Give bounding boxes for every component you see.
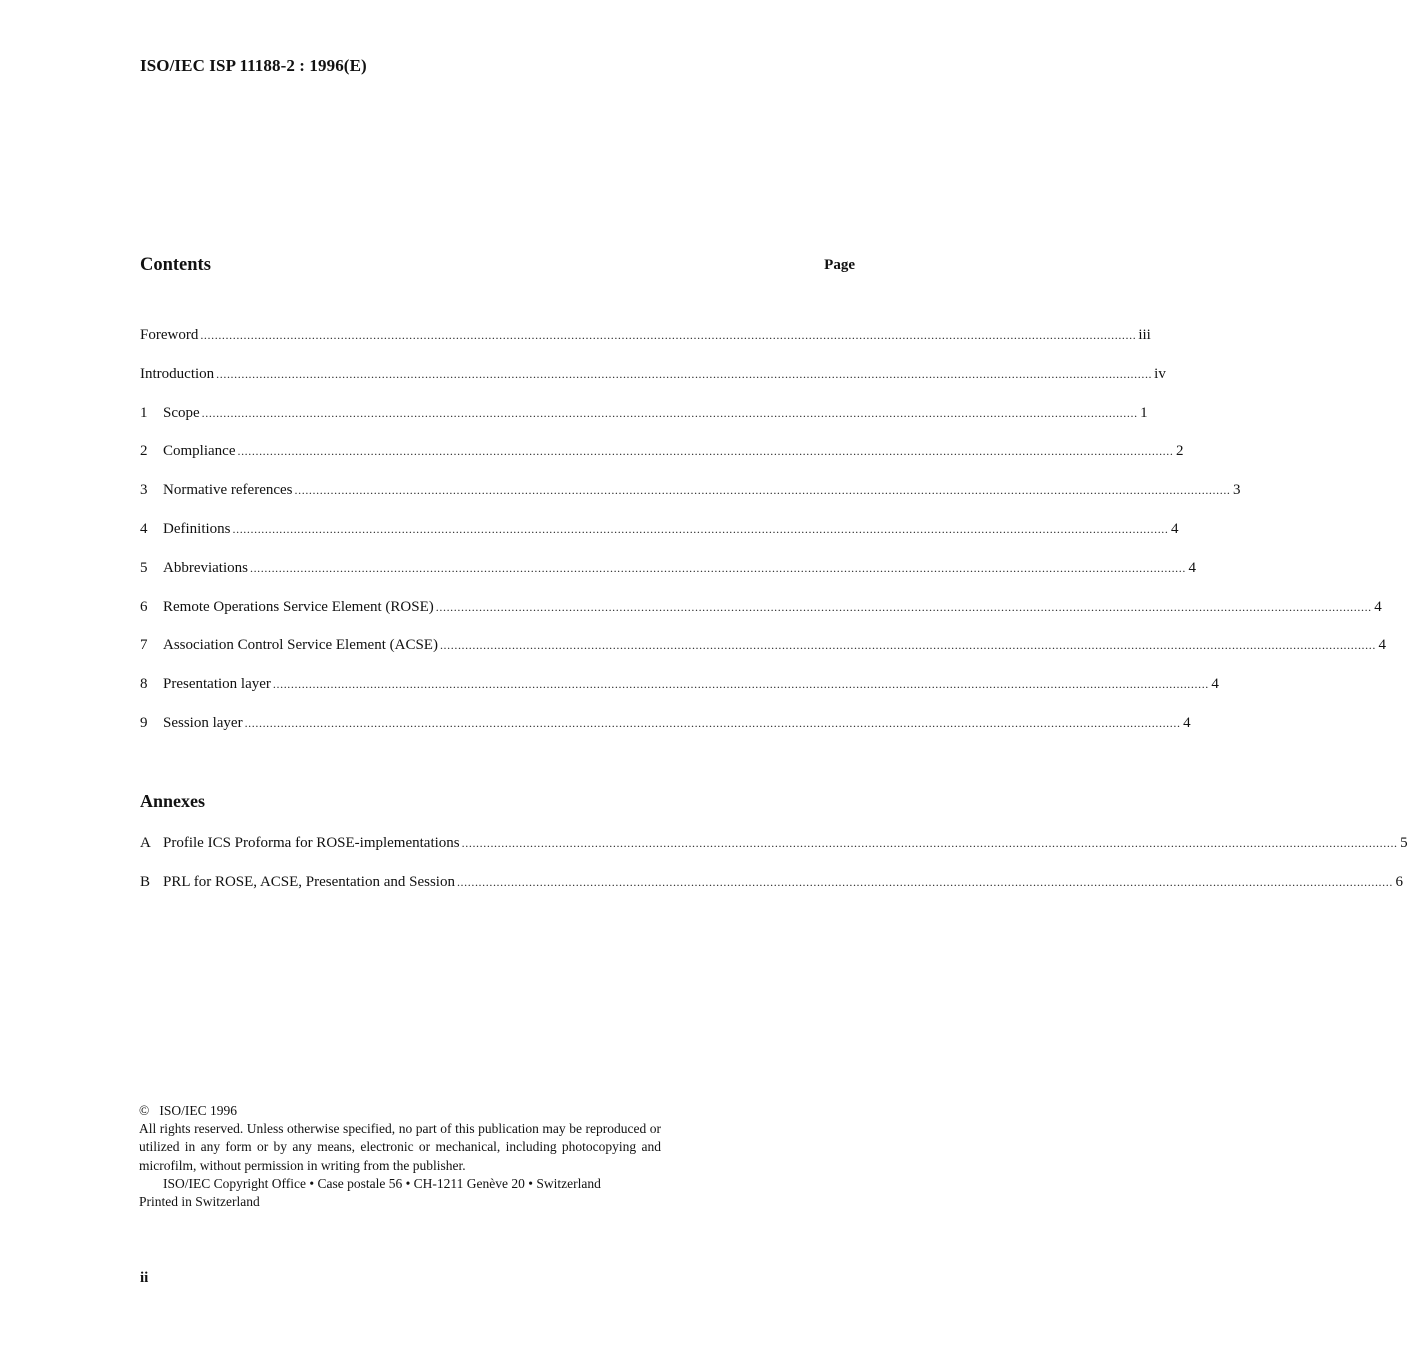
- toc-entry-page: 4: [1171, 520, 1179, 537]
- toc-entry-label: Remote Operations Service Element (ROSE): [163, 598, 434, 615]
- toc-entry-page: 4: [1188, 559, 1196, 576]
- annex-entry-b[interactable]: [140, 872, 1403, 911]
- contents-heading: Contents: [140, 255, 211, 275]
- printed-in: Printed in Switzerland: [139, 1194, 260, 1210]
- annex-page: 6: [1395, 873, 1403, 890]
- copyright-office-address: ISO/IEC Copyright Office • Case postale 56 • CH-1211 Genève 20 • Switzerland: [163, 1175, 601, 1191]
- toc-entry-normative-references[interactable]: [140, 480, 1241, 519]
- toc-entry-page: 1: [1140, 404, 1148, 421]
- toc-entry-page: 3: [1233, 482, 1241, 499]
- toc-entry-number: 9: [140, 714, 148, 731]
- annexes-heading: Annexes: [140, 791, 206, 811]
- page-column-heading: Page: [824, 257, 855, 273]
- annex-entry-a[interactable]: [140, 833, 1408, 872]
- dot-leader: ....................................................................................................................................................................................................................................................................: [461, 836, 1398, 850]
- toc-entry-page: 2: [1175, 443, 1184, 460]
- toc-entry-number: 6: [140, 598, 148, 615]
- toc-entry-page: 4: [1378, 637, 1386, 654]
- dot-leader: ....................................................................................................................................................................................................................................................................: [272, 677, 1209, 692]
- dot-leader: ....................................................................................................................................................................................................................................................................: [216, 366, 1153, 381]
- copyright-line: © ISO/IEC 1996: [139, 1103, 238, 1118]
- toc-entry-number: 4: [140, 520, 148, 537]
- toc-entry-foreword[interactable]: [140, 325, 1151, 364]
- toc-entry-label: Definitions: [163, 520, 231, 537]
- toc-entry-session-layer[interactable]: [140, 713, 1191, 752]
- page-number: ii: [140, 1270, 149, 1286]
- toc-entry-label: Abbreviations: [163, 559, 248, 576]
- dot-leader: ....................................................................................................................................................................................................................................................................: [237, 444, 1174, 459]
- annex-letter: B: [140, 873, 151, 890]
- dot-leader: ....................................................................................................................................................................................................................................................................: [201, 405, 1138, 420]
- dot-leader: ....................................................................................................................................................................................................................................................................: [200, 328, 1137, 342]
- toc-entry-label: Session layer: [163, 714, 243, 731]
- dot-leader: ....................................................................................................................................................................................................................................................................: [294, 483, 1231, 498]
- annex-list: [140, 833, 1408, 911]
- toc-entry-label: Scope: [163, 404, 200, 421]
- toc-entry-number: 1: [140, 404, 148, 421]
- toc-entry-label: Association Control Service Element (ACSE): [163, 637, 438, 654]
- rights-statement: All rights reserved. Unless otherwise specified, no part of this publication may be reproduced or utilized in any form or by any means, electronic or mechanical, including photocopying and microfilm, without permission in writing from the publisher.: [139, 1121, 661, 1173]
- toc-entry-label: Foreword: [140, 327, 199, 343]
- dot-leader: ....................................................................................................................................................................................................................................................................: [456, 874, 1393, 889]
- table-of-contents: [140, 325, 1386, 752]
- toc-entry-number: 5: [140, 559, 148, 576]
- toc-entry-rose[interactable]: [140, 597, 1382, 636]
- toc-entry-label: Normative references: [163, 482, 293, 499]
- toc-entry-scope[interactable]: [140, 403, 1148, 442]
- dot-leader: ....................................................................................................................................................................................................................................................................: [435, 599, 1372, 614]
- toc-entry-page: 4: [1183, 714, 1191, 731]
- toc-entry-compliance[interactable]: [140, 441, 1184, 480]
- annex-label: Profile ICS Proforma for ROSE-implementations: [163, 835, 460, 851]
- toc-entry-label: Presentation layer: [163, 676, 271, 693]
- toc-entry-label: Introduction: [140, 365, 215, 382]
- annex-page: 5: [1400, 835, 1408, 851]
- toc-entry-introduction[interactable]: [140, 364, 1166, 403]
- dot-leader: ....................................................................................................................................................................................................................................................................: [232, 521, 1169, 536]
- toc-entry-number: 3: [140, 482, 148, 499]
- toc-entry-number: 7: [140, 637, 148, 654]
- dot-leader: ....................................................................................................................................................................................................................................................................: [249, 560, 1186, 575]
- toc-entry-page: 4: [1374, 598, 1382, 615]
- annex-letter: A: [140, 835, 151, 851]
- toc-entry-label: Compliance: [163, 443, 236, 460]
- toc-entry-page: iii: [1138, 327, 1151, 343]
- toc-entry-acse[interactable]: [140, 635, 1386, 674]
- dot-leader: ....................................................................................................................................................................................................................................................................: [439, 638, 1376, 653]
- toc-entry-presentation-layer[interactable]: [140, 674, 1219, 713]
- toc-entry-page: 4: [1211, 676, 1219, 693]
- toc-entry-number: 8: [140, 676, 148, 693]
- toc-entry-page: iv: [1154, 365, 1166, 382]
- toc-entry-abbreviations[interactable]: [140, 558, 1196, 597]
- toc-entry-number: 2: [140, 443, 148, 460]
- dot-leader: ....................................................................................................................................................................................................................................................................: [244, 715, 1181, 730]
- copyright-notice: [139, 1102, 661, 1211]
- annex-label: PRL for ROSE, ACSE, Presentation and Session: [163, 873, 455, 890]
- document-id-header: ISO/IEC ISP 11188-2 : 1996(E): [140, 56, 367, 75]
- toc-entry-definitions[interactable]: [140, 519, 1179, 558]
